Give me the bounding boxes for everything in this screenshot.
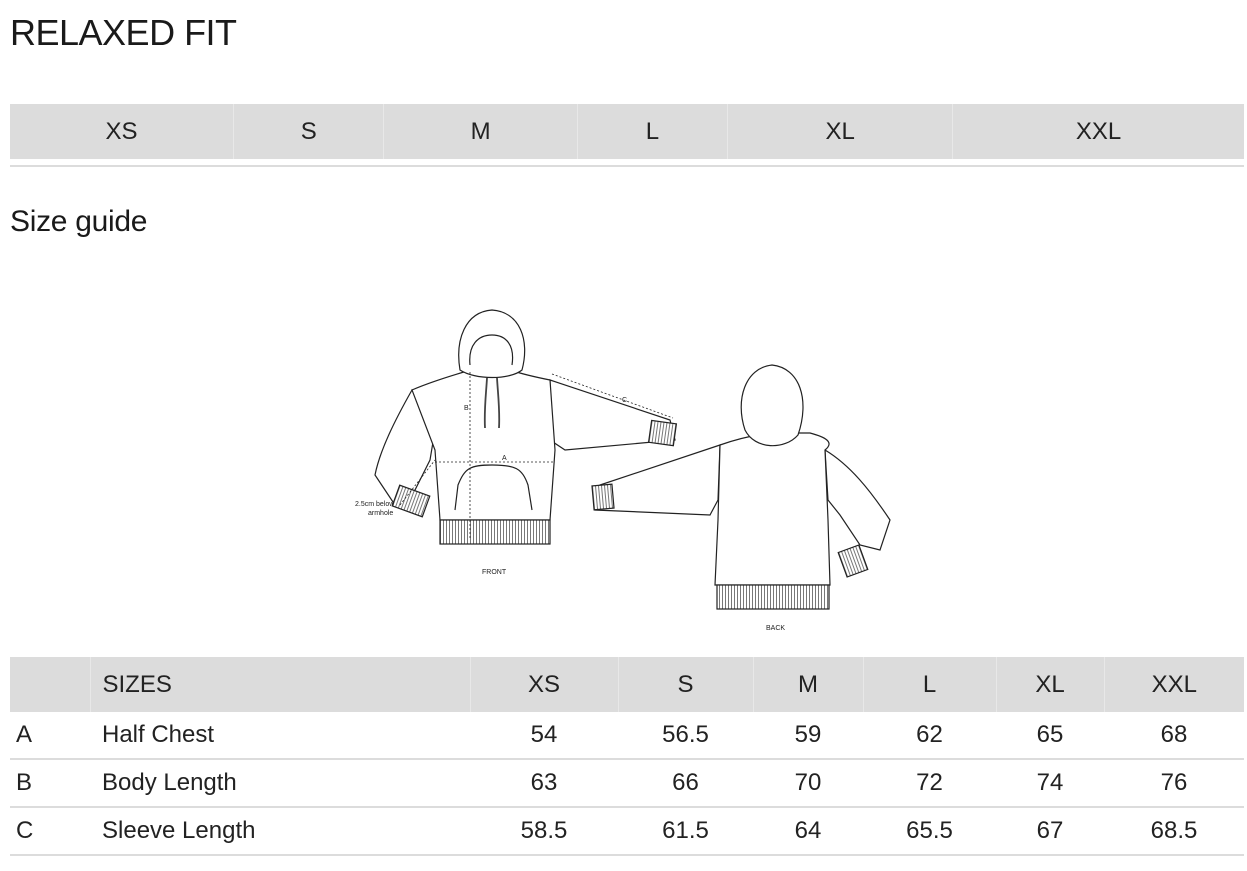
size-table: [10, 657, 1244, 856]
hoodie-measurement-diagram: [340, 300, 920, 640]
note-line-2: armhole: [368, 510, 394, 517]
fit-size-bar: [10, 104, 1244, 159]
fit-size-s[interactable]: S: [234, 104, 384, 159]
cell-value: 74: [996, 759, 1104, 807]
table-row: [10, 759, 1244, 807]
fit-size-xxl[interactable]: XXL: [1075, 117, 1122, 145]
row-letter: B: [10, 759, 90, 807]
fit-size-xs[interactable]: XS: [10, 104, 234, 159]
cell-value: 64: [753, 807, 863, 855]
section-heading: Size guide: [10, 205, 148, 238]
header-size-xs: XS: [470, 657, 618, 712]
cell-value: 68: [1104, 712, 1244, 759]
table-row: [10, 807, 1244, 855]
cell-value: 54: [470, 712, 618, 759]
cell-value: 56.5: [618, 712, 753, 759]
cell-value: 76: [1104, 759, 1244, 807]
page-title: RELAXED FIT: [10, 12, 237, 53]
marker-c: C: [622, 397, 628, 404]
row-label: Sleeve Length: [90, 807, 470, 855]
row-label: Half Chest: [90, 712, 470, 759]
back-hoodie-icon: [592, 365, 890, 609]
header-size-m: M: [753, 657, 863, 712]
header-letter: [10, 657, 90, 712]
marker-b: B: [464, 405, 469, 412]
divider: [10, 165, 1244, 167]
cell-value: 58.5: [470, 807, 618, 855]
marker-a: A: [502, 455, 507, 462]
header-size-xxl: XXL: [1104, 657, 1244, 712]
fit-size-xl[interactable]: XL: [728, 104, 953, 159]
fit-size-l[interactable]: L: [578, 104, 728, 159]
cell-value: 67: [996, 807, 1104, 855]
cell-value: 65.5: [863, 807, 996, 855]
table-row: [10, 712, 1244, 759]
cell-value: 68.5: [1104, 807, 1244, 855]
cell-value: 70: [753, 759, 863, 807]
fit-size-m[interactable]: M: [384, 104, 577, 159]
header-size-s: S: [618, 657, 753, 712]
label-back: BACK: [766, 625, 786, 632]
cell-value: 72: [863, 759, 996, 807]
cell-value: 59: [753, 712, 863, 759]
cell-value: 63: [470, 759, 618, 807]
header-size-l: L: [863, 657, 996, 712]
row-letter: A: [10, 712, 90, 759]
cell-value: 61.5: [618, 807, 753, 855]
header-size-xl: XL: [996, 657, 1104, 712]
cell-value: 62: [863, 712, 996, 759]
cell-value: 66: [618, 759, 753, 807]
row-label: Body Length: [90, 759, 470, 807]
row-letter: C: [10, 807, 90, 855]
label-front: FRONT: [482, 569, 507, 576]
note-line-1: 2.5cm below: [355, 501, 395, 508]
table-header-row: [10, 657, 1244, 712]
cell-value: 65: [996, 712, 1104, 759]
header-sizes: SIZES: [90, 657, 470, 712]
